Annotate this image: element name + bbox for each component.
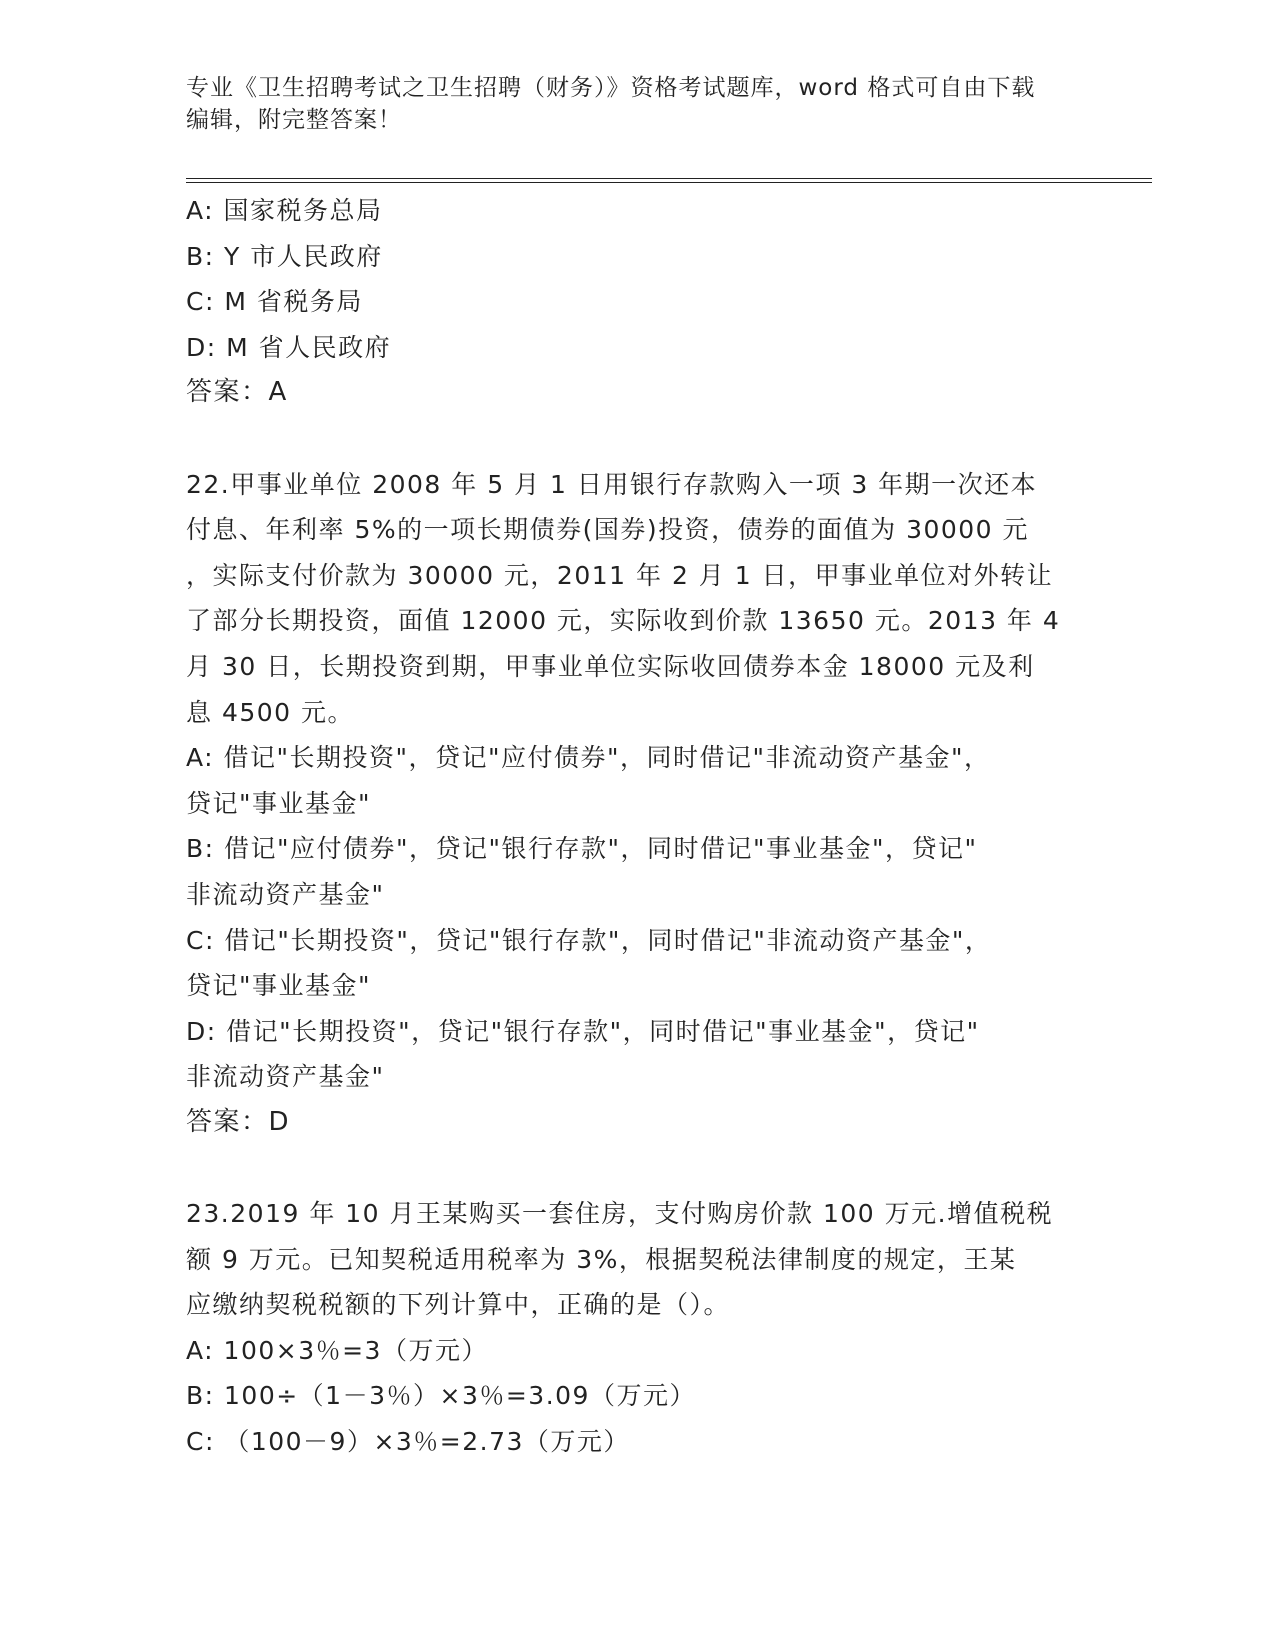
q23-option-a: A: 100×3％=3（万元） [186,1335,488,1365]
question-gap [186,1145,1086,1191]
q22-option-d-cont: 非流动资产基金" [186,1062,385,1092]
q21-option-d: D: M 省人民政府 [186,332,392,362]
q22-option-a-cont: 贷记"事业基金" [186,788,371,818]
q22-option-d: D: 借记"长期投资"，贷记"银行存款"，同时借记"事业基金"，贷记" [186,1016,980,1046]
q23-stem-line: 额 9 万元。已知契税适用税率为 3%，根据契税法律制度的规定，王某 [186,1244,1017,1274]
q22-option-b-cont: 非流动资产基金" [186,879,385,909]
q23-stem-line: 应缴纳契税税额的下列计算中，正确的是（）。 [186,1290,731,1320]
q21-option-b: B: Y 市人民政府 [186,241,383,271]
question-gap [186,416,1086,462]
question-22-block [186,462,1086,1146]
q22-option-a: A: 借记"长期投资"，贷记"应付债券"，同时借记"非流动资产基金"， [186,743,991,773]
question-21-block [186,188,1086,416]
q21-option-c: C: M 省税务局 [186,287,363,317]
q22-stem-line: 月 30 日，长期投资到期，甲事业单位实际收回债券本金 18000 元及利 [186,651,1035,681]
q22-stem-line: 息 4500 元。 [186,697,355,727]
question-content [186,188,1086,1465]
q22-option-c-cont: 贷记"事业基金" [186,971,371,1001]
q21-option-a: A: 国家税务总局 [186,196,383,225]
q23-option-b: B: 100÷（1－3％）×3％=3.09（万元） [186,1381,696,1411]
q22-stem-line: 了部分长期投资，面值 12000 元，实际收到价款 13650 元。2013 年 4 [186,606,1061,636]
header-divider-top [186,178,1152,179]
q22-answer: 答案：D [186,1106,291,1137]
header-line-2: 编辑，附完整答案！ [186,107,402,133]
q22-option-c: C: 借记"长期投资"，贷记"银行存款"，同时借记"非流动资产基金"， [186,925,992,955]
q23-stem-line: 23.2019 年 10 月王某购买一套住房，支付购房价款 100 万元.增值税税 [186,1199,1054,1229]
q22-option-b: B: 借记"应付债券"，贷记"银行存款"，同时借记"事业基金"，贷记" [186,834,978,864]
q22-stem-line: 付息、年利率 5%的一项长期债券(国券)投资，债券的面值为 30000 元 [186,515,1030,545]
q21-answer: 答案：A [186,377,288,408]
header-divider-bottom [186,182,1152,183]
q22-stem-line: ，实际支付价款为 30000 元，2011 年 2 月 1 日，甲事业单位对外转让 [186,560,1054,590]
q23-option-c: C: （100－9）×3％=2.73（万元） [186,1427,630,1457]
document-header [186,72,1086,136]
question-23-block [186,1191,1086,1465]
header-line-1: 专业《卫生招聘考试之卫生招聘（财务）》资格考试题库，word 格式可自由下载 [186,75,1036,101]
q22-stem-line: 22.甲事业单位 2008 年 5 月 1 日用银行存款购入一项 3 年期一次还本 [186,469,1038,499]
